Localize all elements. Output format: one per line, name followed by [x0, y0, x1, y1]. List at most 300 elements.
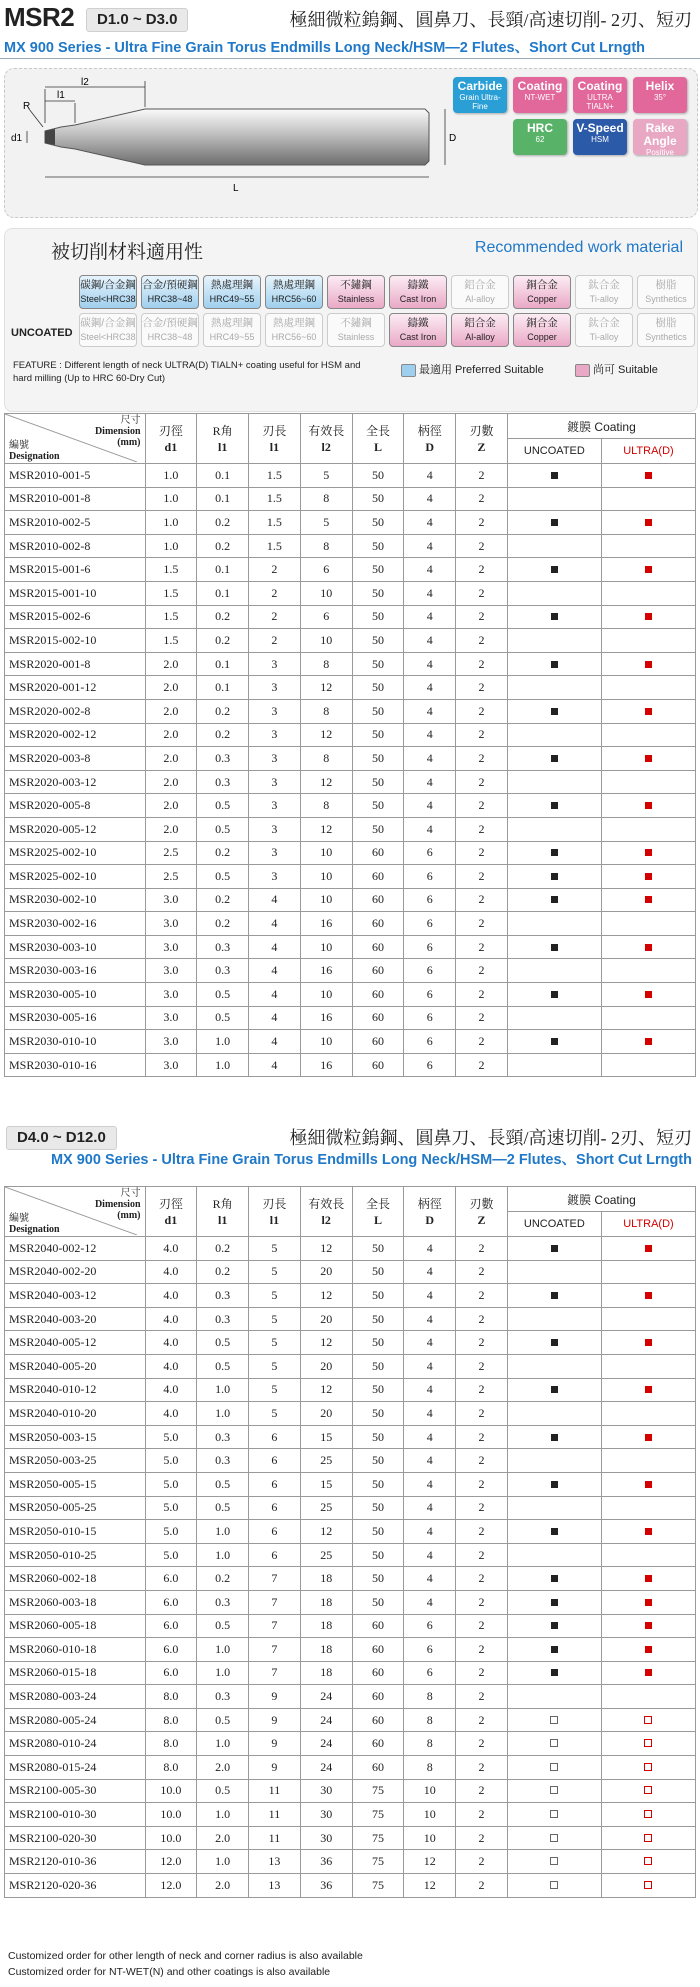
legend-preferred-text: 最適用 Preferred Suitable [419, 364, 544, 376]
table-cell: 6 [249, 1496, 301, 1520]
coating-cell [601, 865, 695, 889]
availability-mark [551, 1622, 558, 1629]
table-row [5, 770, 696, 794]
table-cell: 50 [352, 1354, 404, 1378]
availability-mark [645, 896, 652, 903]
chip-en: Synthetics [645, 294, 687, 304]
chip-cn: 鋁合金 [464, 317, 496, 329]
availability-mark [645, 991, 652, 998]
material-chip [389, 275, 447, 309]
table-cell: 2.5 [145, 841, 197, 865]
col-header-cn: R角 [212, 423, 233, 438]
table-cell: 0.2 [197, 1237, 249, 1261]
table-cell: 1.0 [197, 1030, 249, 1054]
col-header-sym: L [373, 1212, 382, 1227]
table-cell: 5 [249, 1237, 301, 1261]
col-header-l1 [249, 414, 301, 464]
table-cell: 6 [249, 1543, 301, 1567]
col-header-cn: 刃徑 [158, 1196, 183, 1211]
chip-cn: 銅合金 [526, 279, 558, 291]
table-cell: 3 [249, 676, 301, 700]
table-row [5, 511, 696, 535]
col-header-sym: l1 [269, 439, 280, 454]
table-cell: 9 [249, 1708, 301, 1732]
coating-cell [507, 1449, 601, 1473]
ultra-header: ULTRA(D) [601, 439, 695, 464]
table-cell: 18 [300, 1638, 352, 1662]
coating-cell [601, 1260, 695, 1284]
uncoated-header: UNCOATED [507, 439, 601, 464]
table-cell: 2 [456, 1307, 508, 1331]
table-cell: 4.0 [145, 1307, 197, 1331]
coating-cell [507, 1237, 601, 1261]
table-cell: 2 [456, 464, 508, 488]
chip-cn: 熱處理鋼 [211, 279, 253, 291]
table-cell: 5.0 [145, 1472, 197, 1496]
col-header-sym: l1 [217, 1212, 228, 1227]
table-row [5, 865, 696, 889]
table-row [5, 1284, 696, 1308]
table-cell: 50 [352, 723, 404, 747]
chip-en: Copper [527, 332, 557, 342]
diameter-range-badge: D1.0 ~ D3.0 [86, 8, 188, 32]
table-cell: MSR2020-002-12 [5, 723, 146, 747]
table-cell: 8.0 [145, 1756, 197, 1780]
coating-cell [507, 794, 601, 818]
col-header-cn: 全長 [365, 1196, 390, 1211]
designation-header [5, 1187, 146, 1237]
coating-cell [507, 841, 601, 865]
table-cell: 0.5 [197, 794, 249, 818]
table-cell: 2 [456, 1543, 508, 1567]
table-cell: 6 [249, 1472, 301, 1496]
table-cell: 4.0 [145, 1378, 197, 1402]
table-cell: 3 [249, 699, 301, 723]
table-cell: 2.0 [145, 699, 197, 723]
table-cell: MSR2040-010-20 [5, 1402, 146, 1426]
table-cell: 0.3 [197, 1425, 249, 1449]
table-cell: 4.0 [145, 1331, 197, 1355]
table-cell: 2 [456, 770, 508, 794]
chip-en: Al-alloy [465, 332, 495, 342]
chip-cn: 樹脂 [655, 279, 677, 291]
availability-mark [645, 802, 652, 809]
table-cell: 2 [456, 1708, 508, 1732]
coating-cell [601, 699, 695, 723]
coating-cell [507, 629, 601, 653]
coating-cell [507, 1402, 601, 1426]
col-header-cn: R角 [212, 1196, 233, 1211]
table-cell: 50 [352, 1472, 404, 1496]
table-cell: 5 [249, 1402, 301, 1426]
coating-cell [507, 1520, 601, 1544]
table-cell: 3 [249, 747, 301, 771]
coating-cell [507, 983, 601, 1007]
table-cell: 60 [352, 888, 404, 912]
coating-cell [601, 817, 695, 841]
badge-title: Rake Angle [643, 121, 677, 148]
table-cell: 6 [404, 1053, 456, 1077]
coating-cell [601, 1006, 695, 1030]
table-row [5, 1756, 696, 1780]
table-cell: 3.0 [145, 1030, 197, 1054]
feature-badge [573, 119, 627, 155]
table-cell: MSR2050-005-15 [5, 1472, 146, 1496]
table-cell: 2 [456, 1331, 508, 1355]
table-cell: MSR2020-005-8 [5, 794, 146, 818]
availability-mark [645, 661, 652, 668]
product-code: MSR2 [4, 2, 75, 32]
coating-cell [507, 534, 601, 558]
table-cell: MSR2030-002-16 [5, 912, 146, 936]
table-cell: 4 [404, 629, 456, 653]
coating-cell [507, 1779, 601, 1803]
table-cell: 0.5 [197, 1006, 249, 1030]
coating-cell [507, 1378, 601, 1402]
table-cell: 2 [456, 1826, 508, 1850]
diameter-range-badge-2: D4.0 ~ D12.0 [6, 1126, 117, 1150]
availability-mark [550, 1881, 558, 1889]
table-cell: 9 [249, 1732, 301, 1756]
col-header-cn: 刃長 [262, 423, 287, 438]
table-cell: 2 [456, 1378, 508, 1402]
table-cell: 50 [352, 1307, 404, 1331]
feature-badge [633, 77, 687, 113]
table-cell: 0.2 [197, 912, 249, 936]
col-header-L [352, 1187, 404, 1237]
availability-mark [645, 1669, 652, 1676]
table-cell: 2 [456, 1030, 508, 1054]
coating-header: 鍍膜 Coating [507, 414, 695, 439]
table-cell: 12 [300, 1520, 352, 1544]
availability-mark [551, 896, 558, 903]
table-cell: 18 [300, 1590, 352, 1614]
table-cell: 4.0 [145, 1284, 197, 1308]
table-cell: 8 [404, 1708, 456, 1732]
table-cell: 2 [456, 581, 508, 605]
table-cell: 8.0 [145, 1732, 197, 1756]
table-cell: 2.0 [145, 747, 197, 771]
coating-cell [601, 1425, 695, 1449]
coating-cell [507, 1006, 601, 1030]
table-row [5, 487, 696, 511]
table-cell: 1.0 [197, 1803, 249, 1827]
table-row [5, 699, 696, 723]
table-row [5, 581, 696, 605]
col-header-D [404, 414, 456, 464]
table-cell: 2 [456, 652, 508, 676]
chip-en: Steel<HRC38 [80, 332, 136, 342]
material-chip [327, 313, 385, 347]
table-cell: 20 [300, 1402, 352, 1426]
table-cell: 6 [300, 605, 352, 629]
table-row [5, 1803, 696, 1827]
badge-sub: Positive [645, 148, 674, 157]
table-row [5, 1685, 696, 1709]
availability-mark [551, 1038, 558, 1045]
material-chip [451, 313, 509, 347]
availability-mark [645, 1245, 652, 1252]
table-cell: 5 [249, 1331, 301, 1355]
table-cell: MSR2120-010-36 [5, 1850, 146, 1874]
table-cell: 2 [456, 605, 508, 629]
table-cell: MSR2015-002-6 [5, 605, 146, 629]
table-row [5, 747, 696, 771]
table-cell: MSR2060-002-18 [5, 1567, 146, 1591]
coating-cell [601, 723, 695, 747]
table-cell: 2 [456, 1354, 508, 1378]
table-cell: 2.0 [145, 794, 197, 818]
badge-sub: 35° [653, 93, 667, 102]
availability-mark [551, 991, 558, 998]
badge-title: V-Speed [576, 121, 624, 135]
coating-cell [601, 511, 695, 535]
table-cell: 20 [300, 1307, 352, 1331]
table-cell: 50 [352, 676, 404, 700]
table-cell: 3.0 [145, 1053, 197, 1077]
availability-mark [645, 1646, 652, 1653]
table-cell: 5 [249, 1284, 301, 1308]
table-cell: 4 [404, 511, 456, 535]
table-cell: 2.0 [197, 1874, 249, 1898]
table-cell: 24 [300, 1732, 352, 1756]
table-cell: 60 [352, 1685, 404, 1709]
table-cell: 5.0 [145, 1496, 197, 1520]
chip-cn: 熱處理鋼 [273, 279, 315, 291]
table-cell: 2 [456, 747, 508, 771]
chip-en: Stainless [337, 294, 375, 304]
table-row [5, 1402, 696, 1426]
table-cell: 50 [352, 581, 404, 605]
chip-cn: 鈦合金 [588, 317, 620, 329]
table-cell: 1.0 [197, 1850, 249, 1874]
table-cell: MSR2040-003-20 [5, 1307, 146, 1331]
table-row [5, 888, 696, 912]
table-cell: 15 [300, 1425, 352, 1449]
table-cell: 2.5 [145, 865, 197, 889]
table-cell: MSR2040-003-12 [5, 1284, 146, 1308]
table-cell: 7 [249, 1590, 301, 1614]
availability-mark [551, 802, 558, 809]
table-cell: MSR2020-005-12 [5, 817, 146, 841]
table-cell: 11 [249, 1803, 301, 1827]
table-cell: 4 [249, 935, 301, 959]
table-cell: 8.0 [145, 1685, 197, 1709]
table-cell: 8 [300, 699, 352, 723]
section-header-1 [0, 0, 700, 60]
table-cell: 25 [300, 1543, 352, 1567]
table-cell: 20 [300, 1354, 352, 1378]
table-cell: 50 [352, 1567, 404, 1591]
table-row [5, 1567, 696, 1591]
table-cell: 2 [456, 676, 508, 700]
table-cell: 75 [352, 1803, 404, 1827]
table-cell: 0.2 [197, 841, 249, 865]
table-row [5, 959, 696, 983]
availability-mark [551, 944, 558, 951]
spec-table-2 [4, 1186, 696, 1898]
table-cell: 2 [456, 1732, 508, 1756]
table-cell: 4 [404, 534, 456, 558]
table-row [5, 1354, 696, 1378]
table-cell: 3.0 [145, 935, 197, 959]
material-chip [203, 313, 261, 347]
chip-en: HRC56~60 [271, 294, 317, 304]
table-cell: 50 [352, 1520, 404, 1544]
table-cell: 6 [249, 1425, 301, 1449]
coating-cell [507, 1874, 601, 1898]
table-cell: 2 [456, 1520, 508, 1544]
table-cell: 36 [300, 1874, 352, 1898]
col-header-sym: Z [477, 1212, 486, 1227]
table-cell: 0.5 [197, 817, 249, 841]
chip-en: Synthetics [645, 332, 687, 342]
table-cell: MSR2010-002-5 [5, 511, 146, 535]
table-cell: 6 [404, 983, 456, 1007]
col-header-z [456, 414, 508, 464]
chip-cn: 不鏽鋼 [340, 279, 372, 291]
coating-cell [601, 1284, 695, 1308]
table-cell: 6 [404, 1030, 456, 1054]
table-cell: 2.0 [197, 1826, 249, 1850]
table-cell: 12.0 [145, 1874, 197, 1898]
table-cell: 60 [352, 1732, 404, 1756]
table-cell: MSR2050-010-25 [5, 1543, 146, 1567]
availability-mark [645, 1339, 652, 1346]
availability-mark [645, 1038, 652, 1045]
label-l2: l2 [81, 77, 89, 88]
table-cell: 18 [300, 1661, 352, 1685]
table-cell: 50 [352, 1590, 404, 1614]
table-cell: 9 [249, 1685, 301, 1709]
table-cell: 30 [300, 1779, 352, 1803]
coating-cell [601, 912, 695, 936]
table-cell: 6 [300, 558, 352, 582]
chip-cn: 樹脂 [655, 317, 677, 329]
col-header-cn: 柄徑 [417, 1196, 442, 1211]
table-cell: 2.0 [145, 723, 197, 747]
table-cell: 5.0 [145, 1425, 197, 1449]
table-cell: 0.3 [197, 1307, 249, 1331]
table-cell: 0.3 [197, 747, 249, 771]
feature-line: hard milling (Up to HRC 60-Dry Cut) [13, 373, 166, 384]
col-header-cn: 刃數 [469, 1196, 494, 1211]
col-header-sym: d1 [164, 1212, 178, 1227]
coating-cell [601, 676, 695, 700]
table-cell: 1.5 [145, 605, 197, 629]
availability-mark [551, 1245, 558, 1252]
table-cell: 16 [300, 1053, 352, 1077]
coating-cell [507, 652, 601, 676]
table-cell: MSR2020-003-8 [5, 747, 146, 771]
availability-mark [645, 566, 652, 573]
table-cell: 10 [300, 888, 352, 912]
table-row [5, 1614, 696, 1638]
availability-mark [644, 1763, 652, 1771]
availability-mark [551, 1434, 558, 1441]
table-cell: 50 [352, 464, 404, 488]
coating-cell [507, 1284, 601, 1308]
table-cell: 2 [456, 1053, 508, 1077]
table-cell: 1.0 [197, 1402, 249, 1426]
table-cell: 50 [352, 1260, 404, 1284]
table-row [5, 983, 696, 1007]
table-cell: 4 [404, 1543, 456, 1567]
coating-cell [507, 605, 601, 629]
table-cell: 1.0 [145, 487, 197, 511]
table-cell: 60 [352, 865, 404, 889]
table-cell: 12 [300, 1237, 352, 1261]
uncoated-label: UNCOATED [11, 327, 73, 339]
chip-cn: 鈦合金 [588, 279, 620, 291]
table-row [5, 1331, 696, 1355]
table-row [5, 1661, 696, 1685]
table-row [5, 1779, 696, 1803]
table-cell: 4 [404, 581, 456, 605]
table-cell: 3.0 [145, 912, 197, 936]
availability-mark [645, 613, 652, 620]
table-cell: 1.0 [197, 1543, 249, 1567]
table-cell: 4 [404, 699, 456, 723]
coating-cell [601, 1708, 695, 1732]
col-header-cn: 刃徑 [158, 423, 183, 438]
coating-cell [601, 1874, 695, 1898]
availability-mark [645, 708, 652, 715]
table-cell: 6 [404, 959, 456, 983]
coating-cell [601, 1496, 695, 1520]
chip-en: Steel<HRC38 [80, 294, 136, 304]
table-cell: 0.1 [197, 487, 249, 511]
table-cell: 8 [300, 794, 352, 818]
availability-mark [551, 1599, 558, 1606]
coating-cell [601, 1803, 695, 1827]
chip-en: Ti-alloy [589, 332, 619, 342]
availability-mark [645, 472, 652, 479]
table-cell: 50 [352, 534, 404, 558]
table-cell: 3 [249, 770, 301, 794]
coating-cell [507, 1826, 601, 1850]
table-cell: 60 [352, 841, 404, 865]
table-cell: 2 [456, 1472, 508, 1496]
table-cell: 60 [352, 1006, 404, 1030]
table-cell: 2 [456, 1496, 508, 1520]
table-cell: 60 [352, 1756, 404, 1780]
table-cell: 16 [300, 912, 352, 936]
availability-mark [551, 1386, 558, 1393]
col-header-sym: l1 [217, 439, 228, 454]
chip-en: HRC49~55 [209, 332, 255, 342]
table-cell: 1.0 [197, 1661, 249, 1685]
table-cell: 2.0 [145, 652, 197, 676]
table-cell: MSR2100-010-30 [5, 1803, 146, 1827]
coating-cell [601, 1378, 695, 1402]
table-cell: 1.0 [197, 1638, 249, 1662]
coating-cell [507, 1850, 601, 1874]
col-header-d1 [145, 1187, 197, 1237]
availability-mark [551, 1669, 558, 1676]
chip-cn: 鑄鐵 [407, 317, 429, 329]
table-row [5, 1732, 696, 1756]
coating-cell [507, 1496, 601, 1520]
table-cell: 6.0 [145, 1661, 197, 1685]
table-row [5, 817, 696, 841]
coating-cell [507, 699, 601, 723]
mm-label: (mm) [117, 437, 141, 448]
table-cell: 4 [249, 912, 301, 936]
col-header-cn: 刃長 [262, 1196, 287, 1211]
table-cell: 50 [352, 1449, 404, 1473]
table-cell: 4 [404, 1496, 456, 1520]
